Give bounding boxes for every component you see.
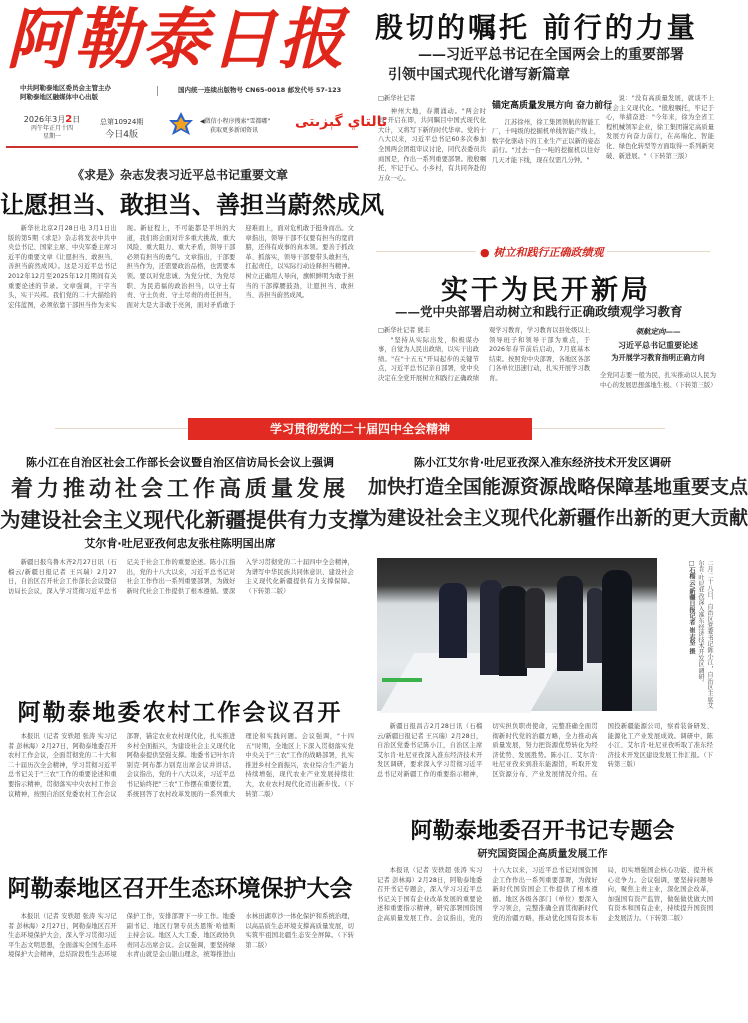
bullet-icon: ● bbox=[480, 246, 490, 259]
news-photo[interactable] bbox=[377, 558, 657, 711]
lead-headline[interactable]: 殷切的嘱托 前行的力量 bbox=[375, 11, 698, 44]
red-section-banner: 学习贯彻党的二十届四中全会精神 bbox=[188, 418, 532, 440]
zhengji-subtitle: ——党中央部署启动树立和践行正确政绩观学习教育 bbox=[395, 304, 683, 319]
eco-body: 本报讯（记者 安轶超 张涛 实习记者 彭林海）2月27日，阿勒泰地区召开生态环境保护大会，深入学习贯彻习近平生态文明思想，全面落实全国生态环境保护大会精神，总结阶段性生态环境保护工作，安排部署下一步工作。地委副书记、地区行署专员杰恩斯·哈德斯主持会议。地区人大工委、地区政协负责同志出席会议。会议强调，要坚持绿水青山就是金山银山理念，统筹推进山水林田湖草沙一体化保护和系统治理，以高品质生态环境支撑高质量发展，切实筑牢祖国北疆生态安全屏障。（下转第二版） bbox=[8, 913, 354, 959]
rural-headline[interactable]: 阿勒泰地委农村工作会议召开 bbox=[17, 700, 343, 726]
lead-body-col3: 说："没有高质量发展，就谈不上社会主义现代化。"殷殷嘱托，牢记于心，举措奋进："今年来，徐为全省工程机械领军企业，徐工集团锚定高质量发展方向奋力前行，在高端化、智能化、绿色化转型等方面取得一系列新突破、新进展。"（下转第三版） bbox=[606, 95, 714, 160]
social-body: 新疆日报乌鲁木齐2月27日讯（石榴云/新疆日报记者 王兴瑞）2月27日，自治区召开社会工作部长会议暨信访局长会议，深入学习贯彻习近平总书记关于社会工作的重要论述。陈小江指出，党的十八大以来，习近平总书记对社会工作作出一系列重要部署，为做好新时代社会工作提供了根本遵循。要深入学习贯彻党的二十届四中全会精神，为谱写中华民族共同体意识、建设社会主义现代化新疆提供有力支撑保障。（下转第二版） bbox=[8, 559, 354, 595]
zhengji-sidebar: 领航定向—— 习近平总书记重要论述 为开展学习教育指明正确方向 全党同志要一般为民，扎实推动以人民为中心的发展思想落地生根。（下转第三版） bbox=[600, 327, 717, 389]
soe-subtitle: 研究国资国企高质量发展工作 bbox=[477, 849, 608, 860]
zhengji-headline[interactable]: 实干为民开新局 bbox=[441, 275, 651, 306]
qiushi-kicker: 《求是》杂志发表习近平总书记重要文章 bbox=[71, 168, 288, 182]
zhundong-headline-1[interactable]: 加快打造全国能源资源战略保障基地重要支点 bbox=[368, 476, 748, 498]
social-headline-2[interactable]: 为建设社会主义现代化新疆提供有力支撑 bbox=[0, 508, 369, 532]
wechat-promo: ◀微信小程序搜索"雪都嘟" 获取更多新闻资讯 bbox=[200, 118, 271, 134]
newspaper-logo: 阿勒泰日报 bbox=[6, 0, 346, 78]
social-headline-1[interactable]: 着力推动社会工作高质量发展 bbox=[10, 476, 349, 502]
soe-body: 本报讯（记者 安轶超 张涛 实习记者 彭林海）2月28日，阿勒泰地委召开书记专题会，深入学习习近平总书记关于国有企业改革发展的重要论述和重要指示精神，研究部署国资国企高质量发展工作。会议指出，党的十八大以来，习近平总书记对国资国企工作作出一系列重要部署，为做好新时代国资国企工作提供了根本遵循。地区各级各部门（单位）要深入学习领会，完整准确全面贯彻新时代党的治疆方略，推动优化国有资本布局，切实增强国企核心功能、提升核心竞争力。会议强调，要坚持问题导向，聚焦主责主业，深化国企改革，加强国有资产监管，做强做优做大国有资本和国有企业，持续提升国资国企发展活力。（下转第二版） bbox=[377, 867, 713, 922]
social-kicker: 陈小江在自治区社会工作部长会议暨自治区信访局长会议上强调 bbox=[26, 456, 334, 469]
zhundong-headline-2[interactable]: 为建设社会主义现代化新疆作出新的更大贡献 bbox=[368, 507, 748, 529]
social-attendees: 艾尔肯·吐尼亚孜何忠友张柱陈明国出席 bbox=[84, 537, 276, 550]
qiushi-body: 新华社北京2月28日电 3月1日出版的第5期《求是》杂志将发表中共中央总书记、国家主席、中央军委主席习近平的重要文章《让愿担当、敢担当、善担当蔚然成风》。这是习近平总书记2012年12月至2025年12月期间有关重要论述的节录。文章强调，干字当头，实干兴邦。我们党的二十大描绘的宏伟蓝图，必须依靠干部担当作为来实现。新征程上，不可能都是平坦的大道，我们将会面对许多重大挑战、重大风险、重大阻力、重大矛盾，领导干部必须有担当的勇气。文章指出，干部要担当作为，还需要政治品格，也需要本领。要以对党忠诚、为党分忧、为党尽职、为民造福的政治担当，以守土有责、守土负责、守土尽责的责任担当，面对大是大非敢于亮剑，面对矛盾敢于迎难而上，面对危机敢于挺身而出。文章指出，领导干部不仅要有担当的宽肩膀，还得有成事的真本领。要善于抓改革、抓落实，领导干部要带头敢担当，扛起责任，以实际行动诠释担当精神。树立正确用人导向，旗帜鲜明为敢于担当的干部撑腰鼓劲，让愿担当、敢担当、善担当蔚然成风。 bbox=[8, 225, 354, 309]
lead-section-heading: 锚定高质量发展方向 奋力前行 bbox=[492, 101, 613, 111]
qiushi-headline[interactable]: 让愿担当、敢担当、善担当蔚然成风 bbox=[0, 191, 384, 219]
zhengji-body: □新华社记者 熊丰 "坚持从实际出发，积极谋办事，自觉为人民出政绩，以实干出政绩。"在"十五五"开局起步的关键节点，习近平总书记亲自部署，党中央决定在全党开展树立和践行正确政绩观学习教育，学习教育以县处级以上领导班子和领导干部为重点，于2026年春节前后启动，7月底基本结束。按照党中央部署，各地区各部门各单位迅速行动，扎实开展学习教育。 bbox=[378, 327, 590, 382]
zhundong-kicker: 陈小江艾尔肯·吐尼亚孜深入准东经济技术开发区调研 bbox=[413, 456, 672, 469]
app-logo-icon bbox=[168, 111, 194, 137]
person-figure bbox=[587, 588, 603, 663]
lead-body-col2: 锚定高质量发展方向 奋力前行 江苏徐州，徐工集团领航的智能工厂，十吨级的挖掘机单线智能产线上，数字化驱动下的工业生产正以新的姿态前行。"过去一台一吨的挖掘机以往好几天才能下线，现在仅需几分钟。" bbox=[492, 101, 613, 164]
uyghur-title: ئالتاي گېزىتى bbox=[295, 114, 388, 130]
lead-body-col1: □新华社记者 神州大地，春潮涌动。"两会时间"开启在即，共同瞩目中国式现代化大计，又将写下新的时代华章。党的十八大以来，习近平总书记60多次参加全国两会团组审议讨论，同代表委员共商国是，作出一系列重要部署。殷殷嘱托，牢记于心。小乡村，有共同奔赴的万众一心。 bbox=[378, 95, 486, 182]
person-figure bbox=[602, 570, 632, 711]
lead-subtitle: ——习近平总书记在全国两会上的重要部署 bbox=[418, 47, 684, 63]
masthead-rule bbox=[6, 146, 358, 148]
person-figure bbox=[525, 588, 545, 668]
person-figure bbox=[439, 583, 467, 658]
zhundong-body: 新疆日报昌吉2月28日讯（石榴云/新疆日报记者 王兴瑞）2月28日，自治区党委书记陈小江，自治区主席艾尔肯·吐尼亚孜深入准东经济技术开发区调研，要求深入学习贯彻习近平总书记对新疆工作的重要指示精神，切实担负职责使命，完整准确全面贯彻新时代党的治疆方略，全力推动高质量发展，努力把资源优势转化为经济优势、发展胜势。陈小江、艾尔肯·吐尼亚孜来到准东能源馆，听取开发区资源分布、产业发展情况介绍。在国投新疆能源公司，察看装备研发、能源化工产业发展成效。调研中，陈小江、艾尔肯·吐尼亚孜听取了准东经济技术开发区建设发展工作汇报。（下转第三版） bbox=[377, 723, 713, 778]
issue-number: 总第10924期 今日4版 bbox=[100, 118, 144, 140]
section-banner: ● 树立和践行正确政绩观 bbox=[476, 244, 607, 260]
publication-number: 国内统一连续出版物号 CN65-0018 邮发代号 57-123 bbox=[178, 86, 342, 94]
person-figure bbox=[499, 586, 527, 676]
lead-subtitle-2: 引领中国式现代化谱写新篇章 bbox=[388, 67, 570, 83]
eco-headline[interactable]: 阿勒泰地区召开生态环境保护大会 bbox=[7, 876, 353, 902]
floor-marking bbox=[382, 678, 422, 682]
sponsor-info: 中共阿勒泰地区委员会主管主办 阿勒泰地区融媒体中心出版 bbox=[20, 84, 111, 101]
person-figure bbox=[557, 576, 583, 671]
rural-body: 本报讯（记者 安轶超 张涛 实习记者 彭林海）2月27日，阿勒泰地委召开农村工作会议，全面贯彻党的二十大和二十届历次全会精神，学习贯彻习近平总书记关于"三农"工作的重要论述和重要指示精神，贯彻落实中央农村工作会议精神，按照自治区党委农村工作会议部署，锚定农业农村现代化，扎实推进乡村全面振兴，为建设社会主义现代化阿勒泰提供坚强支撑。地委书记叶尔肯别克·阿布都力别克出席会议并讲话。会议指出，党的十八大以来，习近平总书记始终把"三农"工作摆在重要位置，系统回答了农村改革发展的一系列重大理论和实践问题。会议强调，"十四五"时期，全地区上下深入贯彻落实党中央关于"三农"工作的战略部署，扎实推进乡村全面振兴，农业综合生产能力持续增强，现代农业产业发展持续壮大，农业农村现代化迈出新步伐。（下转第二版） bbox=[8, 733, 354, 798]
issue-date: 2026年3月2日 丙午年正月十四 星期一 bbox=[23, 114, 81, 140]
divider bbox=[157, 86, 158, 96]
soe-headline[interactable]: 阿勒泰地委召开书记专题会 bbox=[410, 819, 675, 844]
photo-caption: 二月二十八日，自治区党委书记陈小江，自治区主席艾尔肯·吐尼亚孜深入准东经济技术开发区调研。 □石榴云/新疆日报记者 崔志坚 摄 bbox=[688, 560, 713, 709]
